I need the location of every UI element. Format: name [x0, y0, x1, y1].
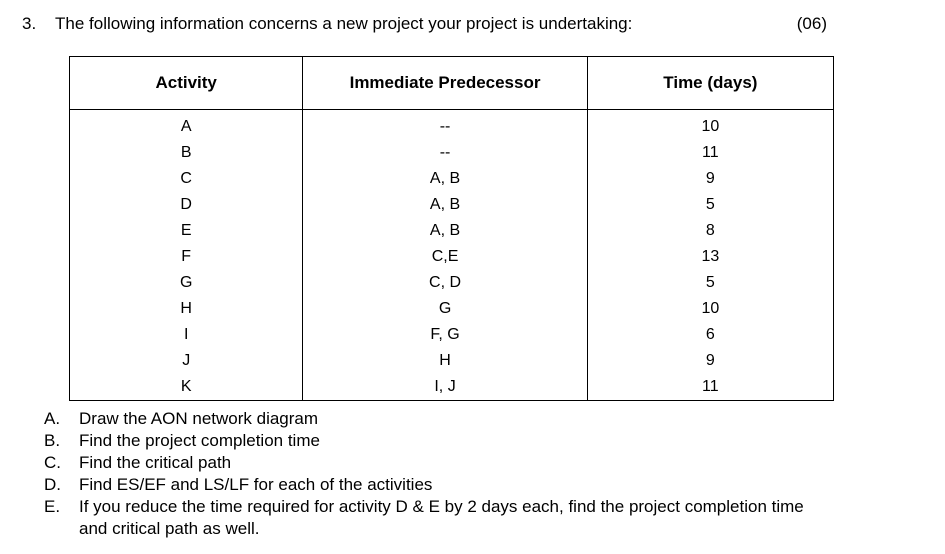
cell-predecessor: C, D [303, 270, 587, 296]
cell-activity: A [70, 110, 303, 141]
cell-activity: H [70, 296, 303, 322]
question-marks: (06) [796, 14, 827, 33]
cell-predecessor: A, B [303, 192, 587, 218]
cell-predecessor: -- [303, 110, 587, 141]
table-row [70, 296, 834, 322]
cell-activity: E [70, 218, 303, 244]
cell-predecessor: C,E [303, 244, 587, 270]
cell-time: 11 [587, 374, 833, 401]
task-letter: E. [44, 497, 61, 516]
activity-table [69, 56, 834, 401]
cell-time: 10 [587, 296, 833, 322]
cell-time: 9 [587, 166, 833, 192]
cell-time: 5 [587, 192, 833, 218]
task-letter: D. [44, 475, 61, 494]
table-header-row [70, 57, 834, 110]
cell-predecessor: I, J [303, 374, 587, 401]
question-number: 3. [22, 14, 37, 33]
cell-time: 9 [587, 348, 833, 374]
question-text: The following information concerns a new project your project is undertaking: [55, 14, 633, 33]
question-line [22, 12, 827, 36]
task-letter: A. [44, 409, 61, 428]
cell-activity: D [70, 192, 303, 218]
table-row [70, 218, 834, 244]
header-activity: Activity [70, 57, 303, 110]
cell-activity: I [70, 322, 303, 348]
table-row [70, 322, 834, 348]
table-row [70, 348, 834, 374]
cell-time: 5 [587, 270, 833, 296]
table-row [70, 244, 834, 270]
task-text: Find the project completion time [79, 431, 320, 450]
table-row [70, 374, 834, 401]
task-text: Draw the AON network diagram [79, 409, 319, 428]
cell-activity: F [70, 244, 303, 270]
cell-time: 8 [587, 218, 833, 244]
table-row [70, 270, 834, 296]
task-letter: C. [44, 453, 61, 472]
cell-predecessor: H [303, 348, 587, 374]
header-time-days: Time (days) [587, 57, 833, 110]
cell-time: 11 [587, 140, 833, 166]
task-item [44, 430, 804, 452]
task-item [44, 496, 804, 540]
task-item [44, 452, 804, 474]
cell-activity: C [70, 166, 303, 192]
task-letter: B. [44, 431, 61, 450]
header-immediate-predecessor: Immediate Predecessor [303, 57, 587, 110]
cell-predecessor: G [303, 296, 587, 322]
table-row [70, 166, 834, 192]
cell-predecessor: A, B [303, 166, 587, 192]
task-item [44, 474, 804, 496]
cell-predecessor: A, B [303, 218, 587, 244]
table-row [70, 140, 834, 166]
cell-predecessor: -- [303, 140, 587, 166]
cell-time: 10 [587, 110, 833, 141]
cell-activity: J [70, 348, 303, 374]
table-row [70, 110, 834, 141]
task-text: Find ES/EF and LS/LF for each of the activities [79, 475, 433, 494]
task-text: If you reduce the time required for activity D & E by 2 days each, find the project completion time and critical path as well. [79, 497, 804, 538]
cell-activity: G [70, 270, 303, 296]
cell-activity: B [70, 140, 303, 166]
task-list [44, 408, 804, 540]
table-row [70, 192, 834, 218]
task-text: Find the critical path [79, 453, 232, 472]
cell-predecessor: F, G [303, 322, 587, 348]
cell-activity: K [70, 374, 303, 401]
task-item [44, 408, 804, 430]
cell-time: 13 [587, 244, 833, 270]
cell-time: 6 [587, 322, 833, 348]
